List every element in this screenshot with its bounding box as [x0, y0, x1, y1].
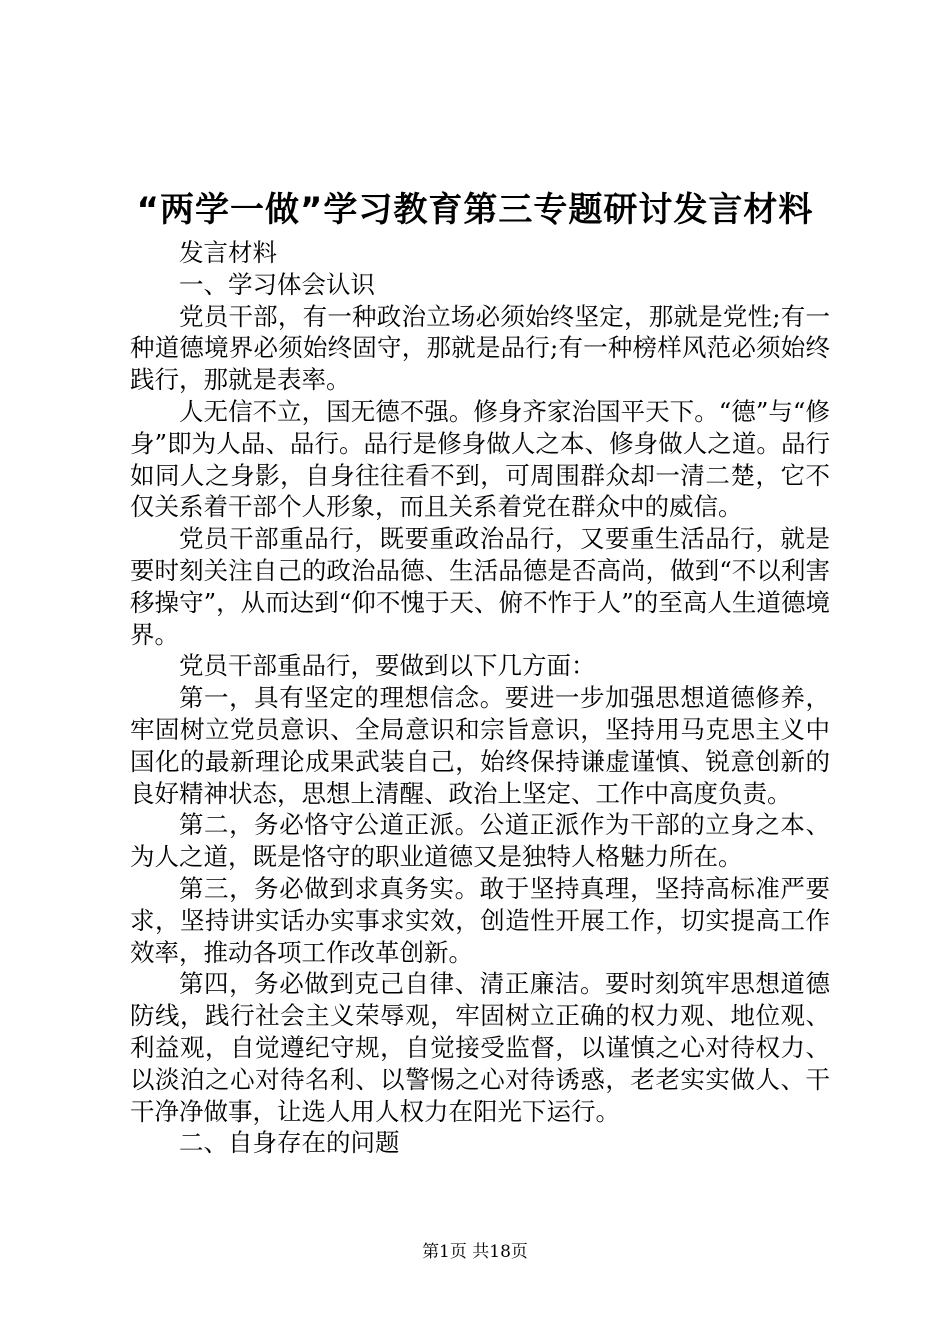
- paragraph: 人无信不立，国无德不强。修身齐家治国平天下。“德”与“修身”即为人品、品行。品行是修身做人之本、修身做人之道。品行如同人之身影，自身往往看不到，可周围群众却一清二楚，它不仅关系着干部个人形象，而且关系着党在群众中的威信。: [130, 396, 830, 522]
- section-heading-2: 二、自身存在的问题: [179, 1128, 400, 1158]
- page-number-footer: 第1页 共18页: [422, 1242, 528, 1262]
- paragraph: 第四，务必做到克己自律、清正廉洁。要时刻筑牢思想道德防线，践行社会主义荣辱观，牢固树立正确的权力观、地位观、利益观，自觉遵纪守规，自觉接受监督，以谨慎之心对待权力、以淡泊之心对待名利、以警惕之心对待诱惑，老老实实做人、干干净净做事，让选人用人权力在阳光下运行。: [130, 969, 830, 1126]
- paragraph-subtitle: 发言材料: [179, 238, 277, 267]
- paragraph: 党员干部，有一种政治立场必须始终坚定，那就是党性;有一种道德境界必须始终固守，那就是品行;有一种榜样风范必须始终践行，那就是表率。: [130, 301, 830, 395]
- section-heading-1: 一、学习体会认识: [179, 269, 375, 299]
- document-body: [130, 237, 830, 1159]
- document-title: “两学一做”学习教育第三专题研讨发言材料: [136, 190, 814, 230]
- paragraph: 第三，务必做到求真务实。敢于坚持真理，坚持高标准严要求，坚持讲实话办实事求实效，创造性开展工作，切实提高工作效率，推动各项工作改革创新。: [130, 873, 830, 967]
- paragraph: 党员干部重品行，要做到以下几方面：: [179, 651, 596, 681]
- paragraph: 党员干部重品行，既要重政治品行，又要重生活品行，就是要时刻关注自己的政治品德、生活品德是否高尚，做到“不以利害移操守”，从而达到“仰不愧于天、俯不怍于人”的至高人生道德境界。: [130, 524, 830, 649]
- paragraph: 第二，务必恪守公道正派。公道正派作为干部的立身之本、为人之道，既是恪守的职业道德又是独特人格魅力所在。: [130, 810, 830, 872]
- paragraph: 第一，具有坚定的理想信念。要进一步加强思想道德修养，牢固树立党员意识、全局意识和宗旨意识，坚持用马克思主义中国化的最新理论成果武装自己，始终保持谦虚谨慎、锐意创新的良好精神状态，思想上清醒、政治上坚定、工作中高度负责。: [130, 683, 830, 808]
